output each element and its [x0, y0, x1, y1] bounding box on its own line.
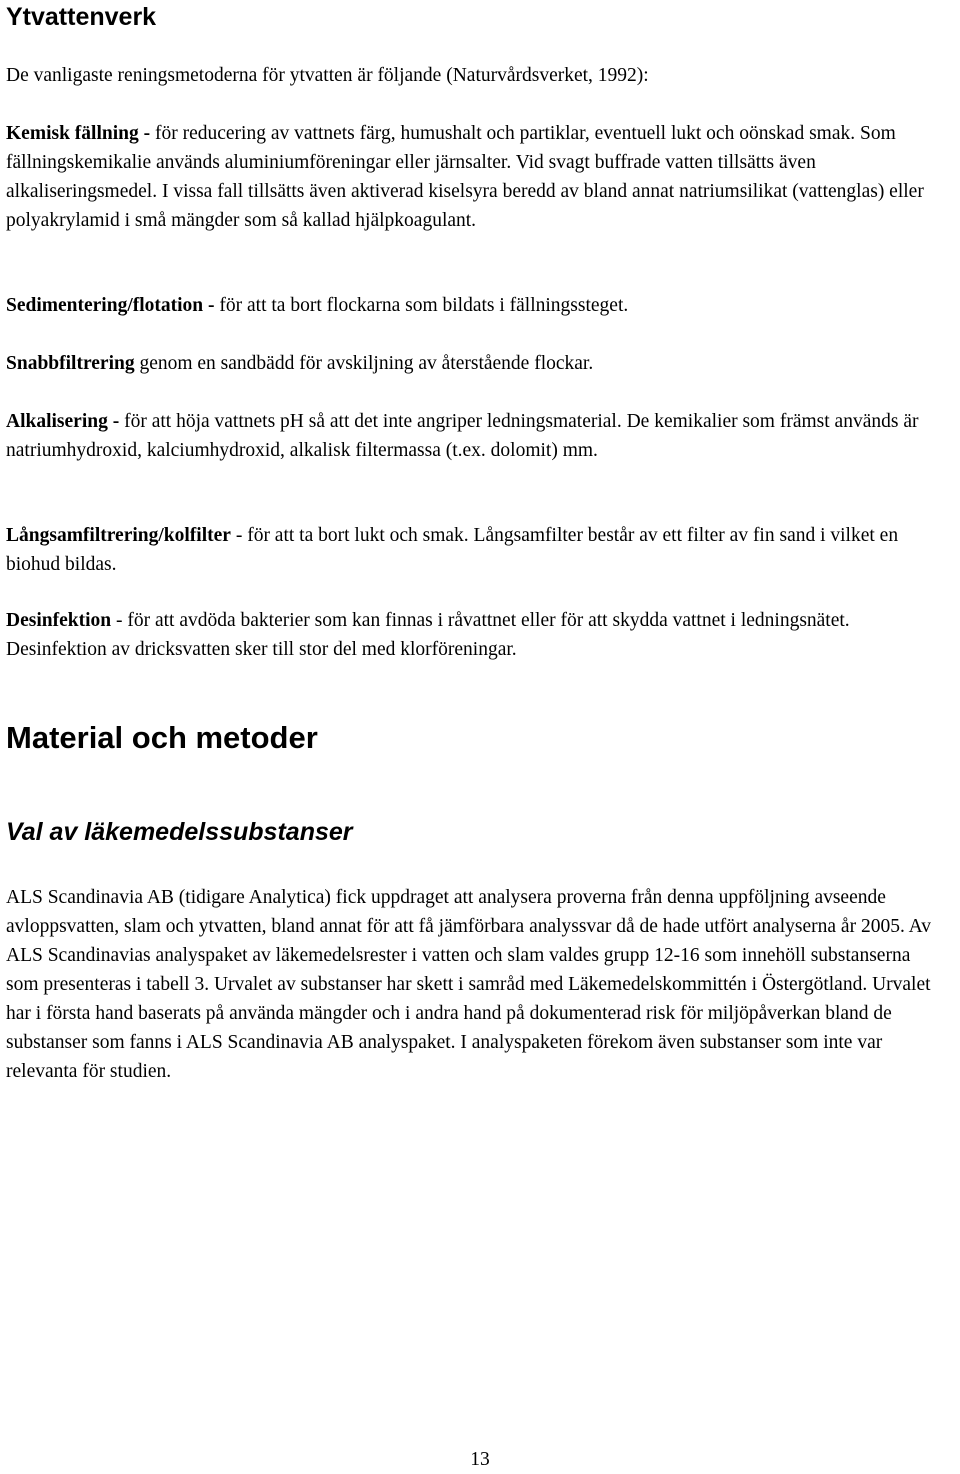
- term-langsamfiltrering: Långsamfiltrering/kolfilter: [6, 525, 231, 546]
- term-desinfektion: Desinfektion: [6, 610, 112, 631]
- paragraph-kemisk-fallning: [6, 119, 951, 235]
- paragraph-sedimentering: [6, 291, 951, 320]
- paragraph-desinfektion: [6, 606, 951, 664]
- paragraph-val-av-lakemedelssubstanser: ALS Scandinavia AB (tidigare Analytica) fick uppdraget att analysera proverna från denna uppföljning avseende avloppsvatten, slam och ytvatten, bland annat för att få jämförbara analyssvar då de hade utfört analyserna år 2005. Av ALS Scandinavias analyspaket av läkemedelsrester i vatten och slam valdes grupp 12-16 som innehöll substanserna som presenteras i tabell 3. Urvalet av substanser har skett i samråd med Läkemedelskommittén i Östergötland. Urvalet har i första hand baserats på använda mängder och i andra hand på dokumenterad risk för miljöpåverkan bland de substanser som fanns i ALS Scandinavia AB analyspaket. I analyspaketen förekom även substanser som inte var relevanta för studien.: [6, 887, 932, 1082]
- paragraph-langsamfiltrering: [6, 521, 951, 579]
- intro-paragraph: De vanligaste reningsmetoderna för ytvatten är följande (Naturvårdsverket, 1992):: [6, 65, 649, 86]
- paragraph-alkalisering: [6, 407, 951, 465]
- term-alkalisering: Alkalisering -: [6, 411, 120, 432]
- text-snabbfiltrering: genom en sandbädd för avskiljning av återstående flockar.: [134, 353, 594, 374]
- paragraph-snabbfiltrering: [6, 349, 951, 378]
- text-sedimentering: för att ta bort flockarna som bildats i fällningssteget.: [214, 295, 629, 316]
- text-langsamfiltrering: - för att ta bort lukt och smak. Långsamfilter består av ett filter av fin sand i vilket en biohud bildas.: [6, 525, 899, 575]
- text-kemisk-fallning: för reducering av vattnets färg, humushalt och partiklar, eventuell lukt och oönskad smak. Som fällningskemikalie används aluminiumföreningar eller järnsalter. Vid svagt buffrade vatten tillsätts även alkaliseringsmedel. I vissa fall tillsätts även aktiverad kiselsyra beredd av bland annat natriumsilikat (vattenglas) eller polyakrylamid i små mängder som så kallad hjälpkoagulant.: [6, 123, 924, 231]
- page-number: 13: [470, 1449, 490, 1470]
- section-heading-ytvattenverk: Ytvattenverk: [6, 3, 157, 31]
- term-snabbfiltrering: Snabbfiltrering: [6, 353, 135, 374]
- term-kemisk-fallning: Kemisk fällning -: [6, 123, 151, 144]
- section-heading-material-och-metoder: Material och metoder: [6, 720, 318, 755]
- subsection-heading-val-av-lakemedelssubstanser: Val av läkemedelssubstanser: [6, 818, 353, 846]
- text-desinfektion: - för att avdöda bakterier som kan finnas i råvattnet eller för att skydda vattnet i ledningsnätet. Desinfektion av dricksvatten sker till stor del med klorföreningar.: [6, 610, 850, 660]
- text-alkalisering: för att höja vattnets pH så att det inte angriper ledningsmaterial. De kemikalier som främst används är natriumhydroxid, kalciumhydroxid, alkalisk filtermassa (t.ex. dolomit) mm.: [6, 411, 919, 461]
- term-sedimentering: Sedimentering/flotation -: [6, 295, 215, 316]
